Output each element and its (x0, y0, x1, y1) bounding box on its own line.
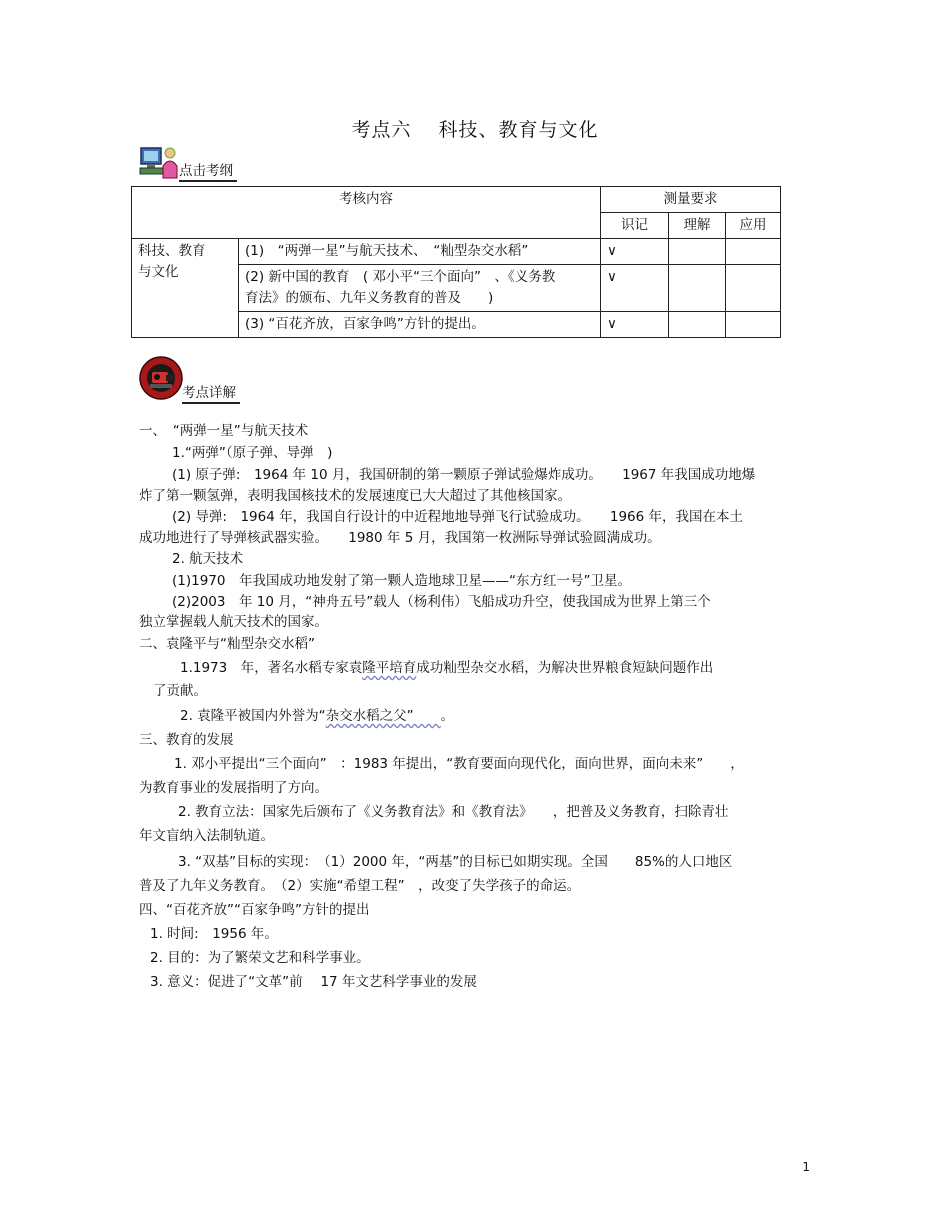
heading-line: 三、教育的发展 (139, 732, 234, 748)
text-line: 2. 袁隆平被国内外誉为“杂交水稻之父” 。 (180, 708, 455, 724)
text-line: 2. 目的：为了繁荣文艺和科学事业。 (150, 950, 370, 966)
table-mark: ∨ (601, 239, 669, 265)
text-line: 成功地进行了导弹核武器实验。 1980 年 5 月，我国第一枚洲际导弹试验圆满成功。 (139, 530, 661, 546)
text-line: (2)2003 年 10 月，“神舟五号”载人（杨利伟）飞船成功升空，使我国成为世界上第三个 (172, 594, 711, 610)
section-header-outline (139, 144, 237, 182)
table-mark: ∨ (601, 312, 669, 338)
table-subheader: 理解 (669, 213, 726, 239)
text-line: 1. 时间: 1956 年。 (150, 926, 278, 942)
text-line: (1)1970 年我国成功地发射了第一颗人造地球卫星——“东方红一号”卫星。 (172, 573, 631, 589)
table-subheader: 应用 (726, 213, 781, 239)
text-line: 独立掌握载人航天技术的国家。 (139, 614, 328, 630)
text-line: 1.“两弹”（原子弹、导弹 ) (172, 445, 333, 461)
text-line: 了贡献。 (153, 683, 207, 699)
text-line: 2. 教育立法：国家先后颁布了《义务教育法》和《教育法》 ，把普及义务教育，扫除青壮 (178, 804, 729, 820)
text-line: (2) 导弹: 1964 年，我国自行设计的中近程地地导弹飞行试验成功。 1966 年，我国在本土 (172, 509, 744, 525)
exam-table (131, 186, 781, 338)
section-header-details (138, 354, 240, 404)
table-subheader: 识记 (601, 213, 669, 239)
text-line: 年文盲纳入法制轨道。 (139, 828, 274, 844)
section-header-label: 考点详解 (182, 381, 240, 404)
text-line: 炸了第一颗氢弹，表明我国核技术的发展速度已大大超过了其他核国家。 (139, 488, 571, 504)
table-row-head: 科技、教育 与文化 (132, 239, 239, 338)
text-line: 2. 航天技术 (172, 551, 244, 567)
computer-user-icon (139, 144, 181, 182)
text-line: 3. “双基”目标的实现： （1）2000 年，“两基”的目标已如期实现。全国 85%的人口地区 (178, 854, 733, 870)
heading-line: 一、 “两弹一星”与航天技术 (139, 423, 309, 439)
table-mark: ∨ (601, 265, 669, 312)
text-line: (1) 原子弹: 1964 年 10 月，我国研制的第一颗原子弹试验爆炸成功。 1967 年我国成功地爆 (172, 467, 756, 483)
table-row: (2) 新中国的教育 ( 邓小平“三个面向” 、《义务教 育法》的颁布、九年义务教育的普及 ) (239, 265, 601, 312)
text-line: 3. 意义：促进了“文革”前 17 年文艺科学事业的发展 (150, 974, 477, 990)
table-header-content: 考核内容 (132, 187, 601, 239)
text-line: 1.1973 年，著名水稻专家袁隆平培育成功籼型杂交水稻，为解决世界粮食短缺问题作出 (180, 660, 714, 676)
table-header-require: 测量要求 (601, 187, 781, 213)
table-row: (3) “百花齐放，百家争鸣”方针的提出。 (239, 312, 601, 338)
table-row: (1) “两弹一星”与航天技术、 “籼型杂交水稻” (239, 239, 601, 265)
heading-line: 二、袁隆平与“籼型杂交水稻” (139, 636, 315, 652)
text-line: 1. 邓小平提出“三个面向” ：1983 年提出，“教育要面向现代化，面向世界，面向未来” ， (174, 756, 744, 772)
section-header-label: 点击考纲 (179, 159, 237, 182)
text-line: 为教育事业的发展指明了方向。 (139, 780, 328, 796)
film-camera-icon (138, 354, 184, 404)
page-title: 考点六 科技、教育与文化 (351, 119, 599, 141)
heading-line: 四、“百花齐放”“百家争鸣”方针的提出 (139, 902, 370, 918)
page-number: 1 (802, 1160, 810, 1174)
text-line: 普及了九年义务教育。 （2）实施“希望工程” ，改变了失学孩子的命运。 (139, 878, 581, 894)
